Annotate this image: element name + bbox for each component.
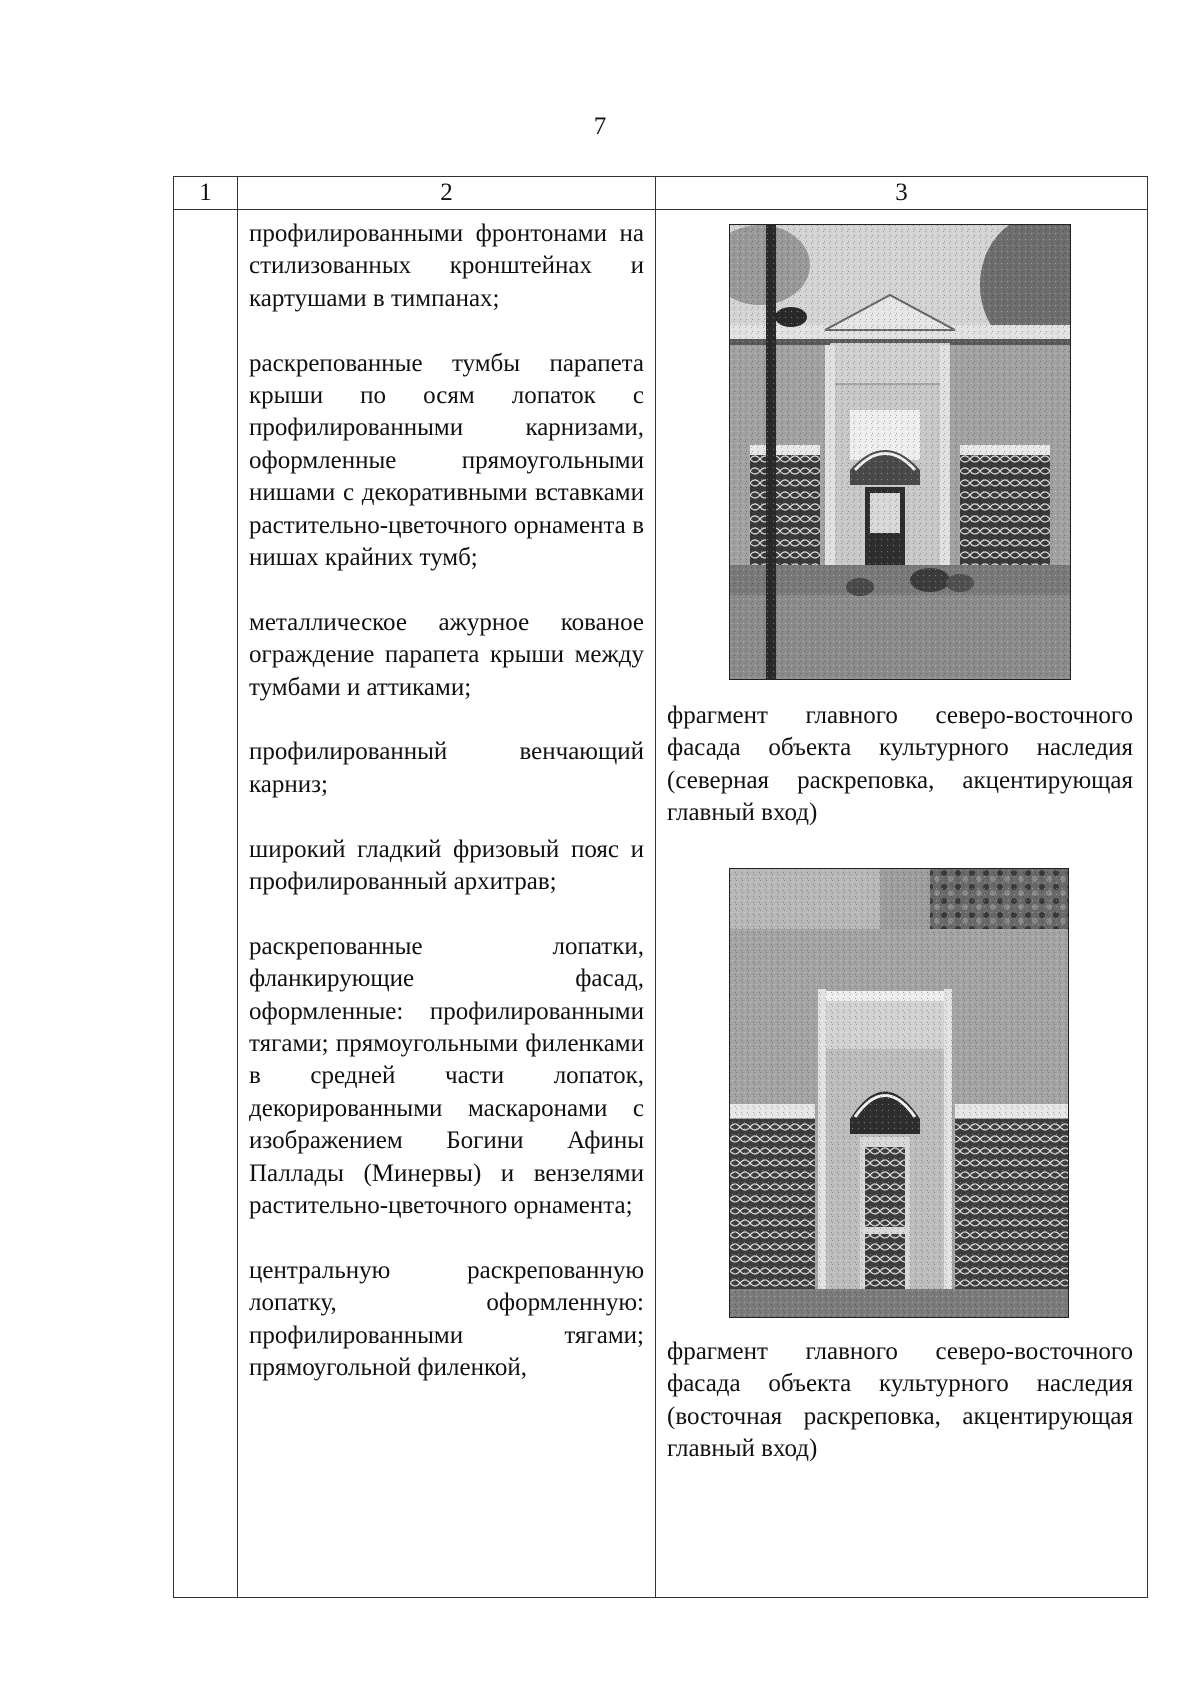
heritage-table (173, 176, 1148, 1598)
photo-caption-north: фрагмент главного северо-восточного фасада объекта культурного наследия (северная раскреповка, акцентирующая главный вход) (667, 702, 1133, 827)
description-paragraph: металлическое ажурное кованое ограждение парапета крыши между тумбами и аттиками; (249, 608, 644, 701)
photo-cell (656, 210, 1148, 1598)
description-cell (238, 210, 656, 1598)
column-header-3: 3 (656, 177, 1148, 210)
table-row (174, 210, 1148, 1598)
description-paragraph: профилированными фронтонами на стилизованных кронштейнах и картушами в тимпанах; (249, 220, 644, 312)
column-header-2: 2 (238, 177, 656, 210)
description-paragraph: широкий гладкий фризовый пояс и профилированный архитрав; (249, 835, 644, 896)
photo-caption-east: фрагмент главного северо-восточного фасада объекта культурного наследия (восточная раскреповка, акцентирующая главный вход) (667, 1338, 1133, 1463)
facade-photo-east (729, 868, 1069, 1318)
page-number: 7 (593, 113, 607, 140)
description-paragraph: раскрепованные лопатки, фланкирующие фасад, оформленные: профилированными тягами; прямоугольными филенками в средней части лопаток, декорированными маскаронами с изображением Богини Афины Паллады (Минервы) и вензелями растительно-цветочного орнамента; (249, 932, 644, 1220)
facade-photo-north (729, 224, 1071, 680)
table-header-row (174, 177, 1148, 210)
description-paragraph: центральную раскрепованную лопатку, оформленную: профилированными тягами; прямоугольной филенкой, (249, 1256, 644, 1382)
column-header-1: 1 (174, 177, 238, 210)
description-paragraph: раскрепованные тумбы парапета крыши по осям лопаток с профилированными карнизами, оформленные прямоугольными нишами с декоративными вставками растительно-цветочного орнамента в нишах крайних тумб; (249, 349, 644, 572)
description-paragraph: профилированный венчающий карниз; (249, 738, 644, 798)
number-cell (174, 210, 238, 1598)
